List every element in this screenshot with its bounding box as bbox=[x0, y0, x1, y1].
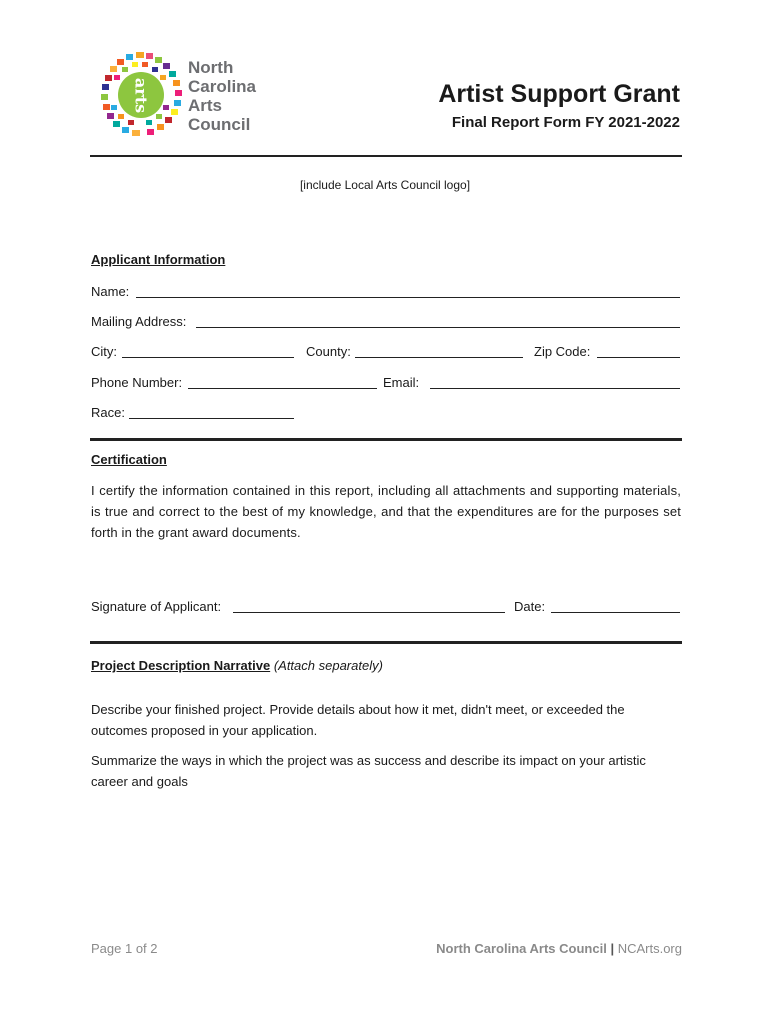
email-label: Email: bbox=[383, 375, 420, 390]
header-divider bbox=[90, 155, 682, 157]
date-field[interactable] bbox=[551, 612, 680, 613]
footer-separator: | bbox=[610, 941, 615, 956]
logo bbox=[96, 50, 256, 140]
name-label: Name: bbox=[91, 284, 130, 299]
applicant-divider bbox=[90, 438, 682, 441]
logo-line-3: Arts bbox=[188, 96, 223, 115]
email-field[interactable] bbox=[430, 388, 680, 389]
applicant-heading: Applicant Information bbox=[91, 252, 226, 267]
certification-heading: Certification bbox=[91, 452, 167, 467]
footer-org bbox=[436, 941, 682, 956]
logo-line-2: Carolina bbox=[188, 77, 257, 96]
mailing-address-field[interactable] bbox=[196, 327, 680, 328]
narrative-paragraph-1: Describe your finished project. Provide details about how it met, didn't meet, or exceeded the outcomes proposed in your application. bbox=[91, 702, 625, 738]
mailing-address-label: Mailing Address: bbox=[91, 314, 187, 329]
logo-emblem-text: arts bbox=[131, 77, 151, 114]
zip-code-label: Zip Code: bbox=[534, 344, 591, 359]
narrative-heading-row bbox=[91, 658, 383, 674]
form-subtitle: Final Report Form FY 2021-2022 bbox=[451, 114, 680, 131]
narrative-heading: Project Description Narrative bbox=[91, 658, 271, 673]
city-label: City: bbox=[91, 344, 117, 359]
local-logo-placeholder: [include Local Arts Council logo] bbox=[299, 178, 471, 192]
certification-text: I certify the information contained in this report, including all attachments and supporting materials, is true and correct to the best of my knowledge, and that the expenditures are for the purposes set forth in the grant award documents. bbox=[91, 483, 681, 540]
footer-org-name: North Carolina Arts Council bbox=[436, 941, 607, 956]
race-field[interactable] bbox=[129, 418, 294, 419]
page-number: Page 1 of 2 bbox=[91, 941, 158, 956]
phone-number-label: Phone Number: bbox=[91, 375, 183, 390]
narrative-paragraph-2: Summarize the ways in which the project was as success and describe its impact on your artistic career and goals bbox=[91, 753, 646, 789]
phone-number-field[interactable] bbox=[188, 388, 377, 389]
date-label: Date: bbox=[514, 599, 546, 614]
footer-site: NCArts.org bbox=[617, 941, 682, 956]
logo-line-4: Council bbox=[188, 115, 251, 134]
form-title: Artist Support Grant bbox=[438, 80, 680, 108]
signature-label: Signature of Applicant: bbox=[91, 599, 222, 614]
name-field[interactable] bbox=[136, 297, 680, 298]
certification-divider bbox=[90, 641, 682, 644]
logo-line-1: North bbox=[188, 58, 234, 77]
narrative-heading-note: (Attach separately) bbox=[273, 658, 383, 673]
signature-field[interactable] bbox=[233, 612, 505, 613]
county-field[interactable] bbox=[355, 357, 523, 358]
city-field[interactable] bbox=[122, 357, 294, 358]
zip-code-field[interactable] bbox=[597, 357, 680, 358]
county-label: County: bbox=[306, 344, 351, 359]
race-label: Race: bbox=[91, 405, 125, 420]
